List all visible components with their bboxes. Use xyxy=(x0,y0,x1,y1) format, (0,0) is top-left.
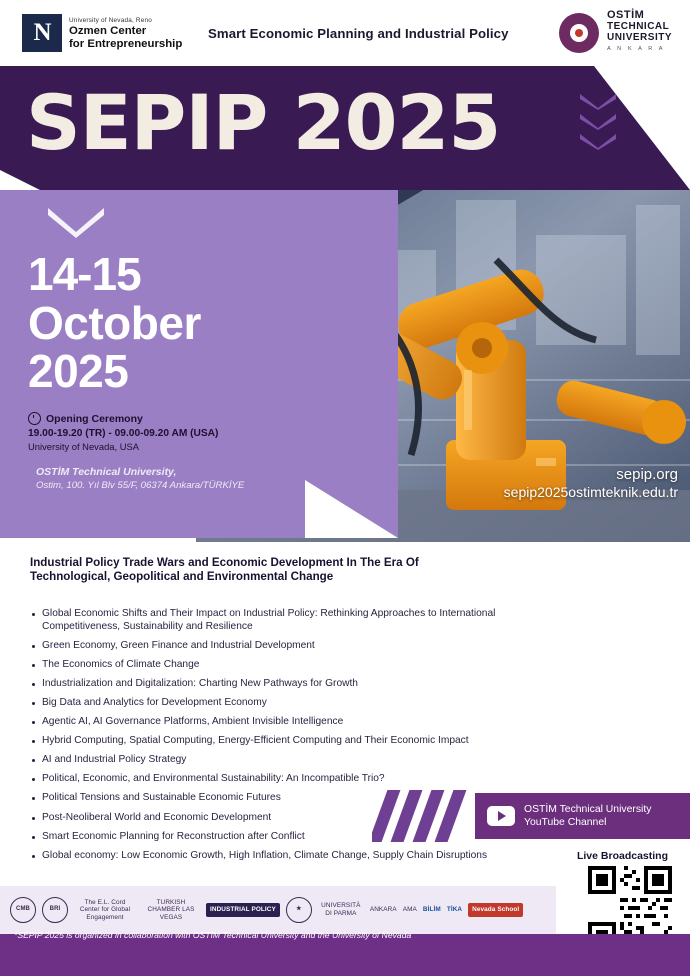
sponsor-logo: ★ xyxy=(286,897,312,923)
unr-logo xyxy=(22,14,182,52)
sponsor-logo: TİKA xyxy=(446,906,463,914)
header-title: Smart Economic Planning and Industrial Policy xyxy=(208,26,509,41)
ceremony-block xyxy=(28,412,218,452)
clock-icon xyxy=(28,412,41,425)
sponsor-logo: BİLİM xyxy=(422,906,441,914)
ostim-logo-text xyxy=(607,10,672,55)
list-item: Hybrid Computing, Spatial Computing, Energy-Efficient Computing and Their Economic Impact xyxy=(30,735,500,748)
sponsor-logo: CMB xyxy=(10,897,36,923)
list-item: Global Economic Shifts and Their Impact on Industrial Policy: Rethinking Approaches to International Competitiveness, Sustainability and Resilience xyxy=(30,608,500,633)
list-item: Big Data and Analytics for Development Economy xyxy=(30,697,500,710)
list-item: Green Economy, Green Finance and Industrial Development xyxy=(30,640,500,653)
live-broadcast-label: Live Broadcasting xyxy=(576,850,668,862)
list-item: Political Tensions and Sustainable Economic Futures xyxy=(30,792,500,805)
sponsor-logo: TURKISH CHAMBER LAS VEGAS xyxy=(147,898,195,921)
page-title: SEPIP 2025 xyxy=(26,78,501,167)
unr-line2: Ozmen Center xyxy=(69,25,147,38)
date-year: 2025 xyxy=(28,345,129,397)
ceremony-heading xyxy=(28,412,218,425)
sponsor-logo: ANKARA xyxy=(369,906,397,914)
site-url-1: sepip.org xyxy=(616,466,678,483)
bottom-bar xyxy=(0,934,690,976)
title-band xyxy=(0,66,690,190)
venue-address: Ostim, 100. Yıl Blv 55/F, 06374 Ankara/TÜRKİYE xyxy=(36,480,245,491)
youtube-line2: YouTube Channel xyxy=(524,817,607,828)
youtube-text xyxy=(524,803,651,829)
decorative-stripes xyxy=(372,790,472,842)
ostim-line4: A N K A R A xyxy=(606,46,666,52)
youtube-channel-box[interactable] xyxy=(475,793,690,839)
list-item: Agentic AI, AI Governance Platforms, Ambient Invisible Intelligence xyxy=(30,716,500,729)
sponsor-logo: The E.L. Cord Center for Global Engagement xyxy=(79,898,131,921)
unr-logo-text xyxy=(69,16,182,50)
sponsor-logo: AMA xyxy=(402,906,417,914)
topics-heading: Industrial Policy Trade Wars and Economic Development In The Era Of Technological, Geopolitical and Environmental Change xyxy=(30,556,419,583)
venue-block xyxy=(36,466,244,491)
sponsor-logo: Nevada School xyxy=(468,903,523,917)
youtube-icon xyxy=(487,806,515,826)
ceremony-times: 19.00-19.20 (TR) - 09.00-09.20 AM (USA) xyxy=(28,428,219,439)
unr-line3: for Entrepreneurship xyxy=(69,37,183,50)
band-corner-shape xyxy=(594,66,690,190)
list-item: Global economy: Low Economic Growth, High Inflation, Climate Change, Supply Chain Disruptions xyxy=(30,850,500,863)
ceremony-place: University of Nevada, USA xyxy=(28,441,139,452)
list-item: Political, Economic, and Environmental Sustainability: An Incompatible Trio? xyxy=(30,773,500,786)
site-url-2: sepip2025ostimteknik.edu.tr xyxy=(503,484,678,500)
sponsor-logo: BRI xyxy=(42,897,68,923)
list-item: The Economics of Climate Change xyxy=(30,659,500,672)
youtube-block[interactable] xyxy=(372,790,690,842)
ostim-logo xyxy=(559,10,672,55)
ostim-line1: OSTİM xyxy=(606,9,645,21)
list-item: AI and Industrial Policy Strategy xyxy=(30,754,500,767)
date-day-range: 14-15 xyxy=(28,248,141,300)
sponsor-logo: INDUSTRIAL POLICY xyxy=(206,903,280,917)
sponsor-logo: UNIVERSITÀ DI PARMA xyxy=(321,902,361,917)
ostim-line3: UNIVERSITY xyxy=(606,32,672,43)
venue-name: OSTİM Technical University, xyxy=(36,466,177,478)
chevron-down-large-icon xyxy=(48,208,104,238)
date-month: October xyxy=(28,297,201,349)
date-panel xyxy=(0,190,398,538)
ostim-mark-icon xyxy=(559,13,599,53)
poster-header xyxy=(0,0,690,66)
unr-mark-icon: N xyxy=(22,14,62,52)
ostim-line2: TECHNICAL xyxy=(606,21,670,32)
list-item: Industrialization and Digitalization: Charting New Pathways for Growth xyxy=(30,678,500,691)
band-corner-shape-left xyxy=(0,170,40,190)
youtube-line1: OSTİM Technical University xyxy=(524,804,652,815)
website-urls xyxy=(504,466,678,500)
collaboration-footnote: *SEPIP 2025 is organized in collaboration with OSTİM Technical University and the University of Nevada xyxy=(14,930,412,940)
sponsor-bar xyxy=(0,886,556,934)
list-item: Smart Economic Planning for Reconstruction after Conflict xyxy=(30,831,500,844)
ceremony-label: Opening Ceremony xyxy=(46,412,143,425)
unr-line1: University of Nevada, Reno xyxy=(69,17,152,25)
list-item: Post-Neoliberal World and Economic Development xyxy=(30,812,500,825)
